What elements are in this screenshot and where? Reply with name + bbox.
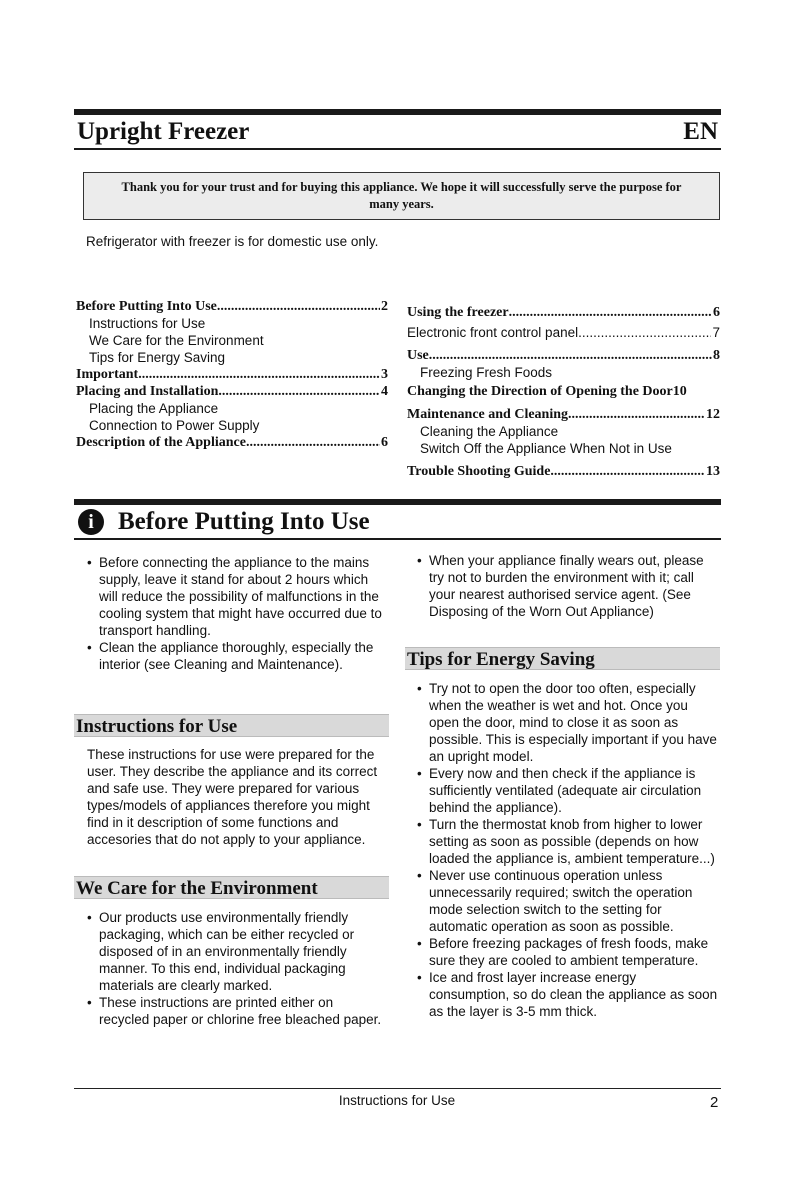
toc-label: We Care for the Environment	[89, 333, 264, 348]
toc-page-number: 6	[713, 305, 720, 320]
toc-label: Tips for Energy Saving	[89, 350, 226, 365]
toc-leader-dots	[550, 463, 705, 480]
section-title: Before Putting Into Use	[118, 508, 370, 535]
toc-page-number: 7	[712, 325, 720, 340]
toc-label: Maintenance and Cleaning	[407, 407, 569, 422]
list-item: • Try not to open the door too often, especially when the weather is wet and hot. Once you open the door, mind to close it as soon as possible. This is especially important if you have an upright model.	[417, 680, 719, 765]
toc-right	[407, 304, 720, 480]
toc-label: Cleaning the Appliance	[420, 424, 559, 439]
right-intro	[417, 552, 713, 620]
list-item: • Before connecting the appliance to the mains supply, leave it stand for about 2 hours which will reduce the possibility of malfunctions in the cooling system that might have occurred due to transport handling.	[87, 554, 382, 639]
toc-row	[76, 349, 388, 366]
footer-text: Instructions for Use	[338, 1093, 456, 1108]
toc-row	[76, 434, 388, 451]
toc-row	[407, 406, 720, 423]
page-number: 2	[710, 1094, 719, 1111]
list-item: • Turn the thermostat knob from higher to lower setting as soon as possible (depends on how loaded the appliance is, ambient temperature...)	[417, 816, 719, 867]
toc-label: Placing the Appliance	[89, 401, 219, 416]
toc-label: Use	[407, 348, 429, 363]
tips-list	[417, 680, 719, 1020]
toc-label: Trouble Shooting Guide	[407, 464, 551, 479]
section-header	[74, 506, 370, 538]
list-item: • Clean the appliance thoroughly, especially the interior (see Cleaning and Maintenance).	[87, 639, 382, 673]
toc-label: Description of the Appliance	[76, 435, 246, 450]
environment-list	[87, 909, 382, 1028]
domestic-note: Refrigerator with freezer is for domestic use only.	[86, 234, 379, 249]
footer-rule	[74, 1088, 721, 1089]
language-code: EN	[683, 117, 718, 145]
toc-leader-dots	[246, 434, 380, 451]
toc-label: Using the freezer	[407, 305, 509, 320]
toc-page-number: 3	[381, 367, 388, 382]
toc-row	[76, 332, 388, 349]
toc-leader-dots	[568, 406, 705, 423]
toc-label: Connection to Power Supply	[89, 418, 260, 433]
toc-row	[407, 440, 720, 457]
toc-page-number: 2	[381, 299, 388, 314]
toc-row	[76, 417, 388, 434]
toc-row	[76, 400, 388, 417]
info-icon: i	[78, 509, 104, 535]
toc-row	[76, 298, 388, 315]
toc-leader-dots	[509, 304, 712, 321]
list-item: • These instructions are printed either on recycled paper or chlorine free bleached paper.	[87, 994, 382, 1028]
toc-left	[76, 298, 388, 451]
toc-leader-dots	[138, 366, 380, 383]
toc-page-number: 6	[381, 435, 388, 450]
toc-label: Important	[76, 367, 139, 382]
list-item: • Never use continuous operation unless unnecessarily required; switch the operation mode selection switch to the setting for automatic operation as soon as possible.	[417, 867, 719, 935]
toc-leader-dots	[218, 383, 380, 400]
list-item: • Our products use environmentally friendly packaging, which can be either recycled or disposed of in an environmentally friendly manner. To this end, individual packaging materials are clearly marked.	[87, 909, 382, 994]
instructions-text: These instructions for use were prepared for the user. They describe the appliance and its correct and safe use. They were prepared for various types/models of appliances therefore you might find in it description of some functions and accesories that do not apply to your appliance.	[87, 747, 378, 847]
toc-label: Changing the Direction of Opening the Door10	[407, 384, 687, 399]
list-item: • Every now and then check if the appliance is sufficiently ventilated (adequate air circulation behind the appliance).	[417, 765, 719, 816]
toc-label: Placing and Installation	[76, 384, 219, 399]
section-rule-top	[74, 499, 721, 505]
toc-label: Before Putting Into Use	[76, 299, 217, 314]
list-item: • When your appliance finally wears out, please try not to burden the environment with it; call your nearest authorised service agent. (See Disposing of the Worn Out Appliance)	[417, 552, 713, 620]
list-item: • Before freezing packages of fresh foods, make sure they are cooled to ambient temperature.	[417, 935, 719, 969]
tips-heading: Tips for Energy Saving	[405, 647, 720, 670]
toc-row	[407, 347, 720, 364]
environment-heading: We Care for the Environment	[74, 876, 389, 899]
section-rule-bottom	[74, 538, 721, 540]
toc-label: Instructions for Use	[89, 316, 206, 331]
toc-label: Electronic front control panel	[407, 325, 579, 340]
toc-row	[407, 463, 720, 480]
toc-row	[407, 304, 720, 321]
toc-row	[407, 383, 720, 400]
toc-row	[407, 324, 720, 341]
list-item: • Ice and frost layer increase energy consumption, so do clean the appliance as soon as the layer is 3-5 mm thick.	[417, 969, 719, 1020]
instructions-heading: Instructions for Use	[74, 714, 389, 737]
toc-row	[407, 423, 720, 440]
page-header	[74, 115, 721, 148]
toc-page-number: 12	[706, 407, 720, 422]
page-title: Upright Freezer	[77, 117, 250, 145]
toc-leader-dots	[429, 347, 712, 364]
toc-page-number: 8	[713, 348, 720, 363]
thanks-text: Thank you for your trust and for buying this appliance. We hope it will successfully serve the purpose for many years.	[121, 180, 682, 211]
toc-label: Freezing Fresh Foods	[420, 365, 553, 380]
toc-row	[76, 383, 388, 400]
toc-row	[76, 315, 388, 332]
toc-leader-dots	[217, 298, 380, 315]
header-rule-bottom	[74, 148, 721, 150]
toc-label: Switch Off the Appliance When Not in Use	[420, 441, 672, 456]
toc-page-number: 13	[706, 464, 720, 479]
toc-row	[407, 364, 720, 381]
left-intro	[87, 554, 382, 673]
toc-row	[76, 366, 388, 383]
toc-page-number: 4	[381, 384, 388, 399]
toc-leader-dots	[578, 324, 711, 341]
instructions-text-block	[87, 746, 385, 848]
thanks-box	[83, 172, 720, 220]
